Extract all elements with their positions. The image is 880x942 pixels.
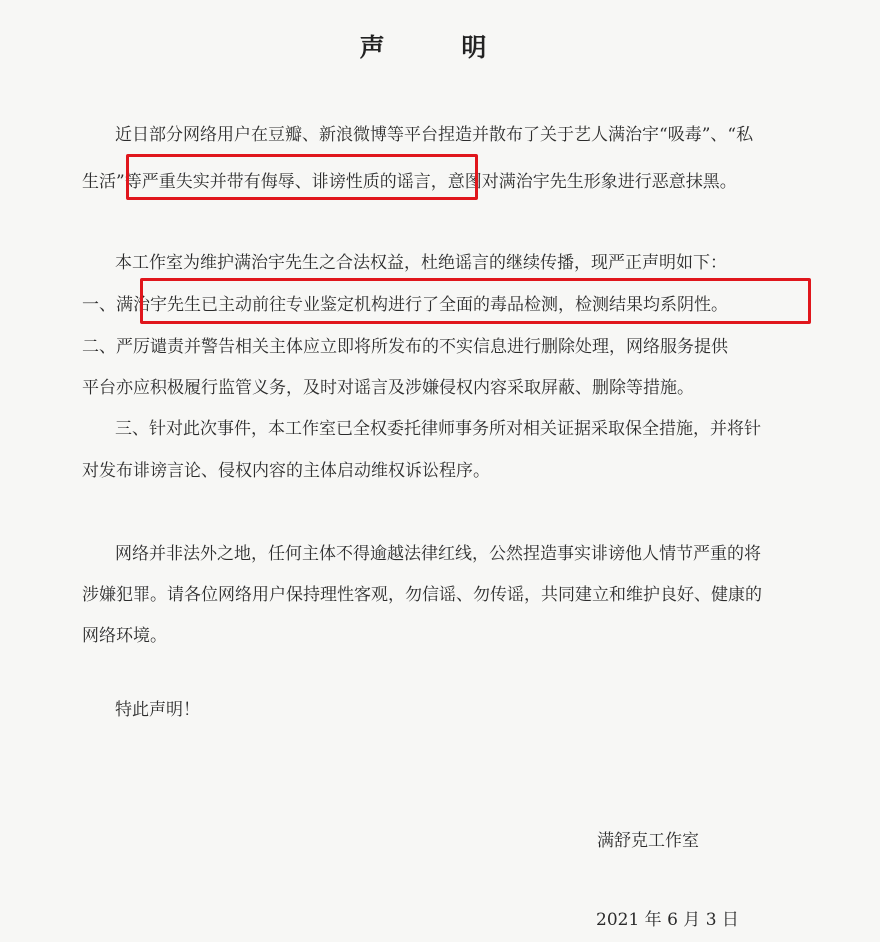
statement-item3-line2: 对发布诽谤言论、侵权内容的主体启动维权诉讼程序。 [82,461,490,481]
paragraph3-line1: 网络并非法外之地，任何主体不得逾越法律红线，公然捏造事实诽谤他人情节严重的将 [115,544,761,564]
highlighted-rumor-phrase: 等严重失实并带有侮辱、诽谤性质的谣言， [124,172,448,192]
highlighted-test-result: 满治宇先生已主动前往专业鉴定机构进行了全面的毒品检测，检测结果均系阴性。 [116,295,728,315]
signature-studio: 满舒克工作室 [597,831,699,851]
paragraph3-line3: 网络环境。 [82,626,167,646]
statement-item2-line2: 平台亦应积极履行监管义务，及时对谣言及涉嫌侵权内容采取屏蔽、删除等措施。 [82,378,694,398]
paragraph1-line1: 近日部分网络用户在豆瓣、新浪微博等平台捏造并散布了关于艺人满治宇“吸毒”、“私 [115,125,754,145]
statement-item2-line1: 二、严厉谴责并警告相关主体应立即将所发布的不实信息进行删除处理，网络服务提供 [82,337,728,357]
item1-prefix: 一、 [82,295,116,315]
closing-line: 特此声明！ [115,700,200,720]
highlight-box-test-result [140,278,811,324]
statement-item3-line1: 三、针对此次事件，本工作室已全权委托律师事务所对相关证据采取保全措施，并将针 [115,419,761,439]
paragraph1-line2-post: 意图对满治宇先生形象进行恶意抹黑。 [447,172,737,192]
document-title: 声 明 [359,33,521,62]
statement-date: 2021 年 6 月 3 日 [596,910,739,930]
highlight-box-rumor [126,154,478,200]
paragraph1-line2-pre: 生活” [82,172,125,192]
paragraph2-intro: 本工作室为维护满治宇先生之合法权益，杜绝谣言的继续传播，现严正声明如下： [115,253,727,273]
paragraph3-line2: 涉嫌犯罪。请各位网络用户保持理性客观，勿信谣、勿传谣，共同建立和维护良好、健康的 [82,585,762,605]
